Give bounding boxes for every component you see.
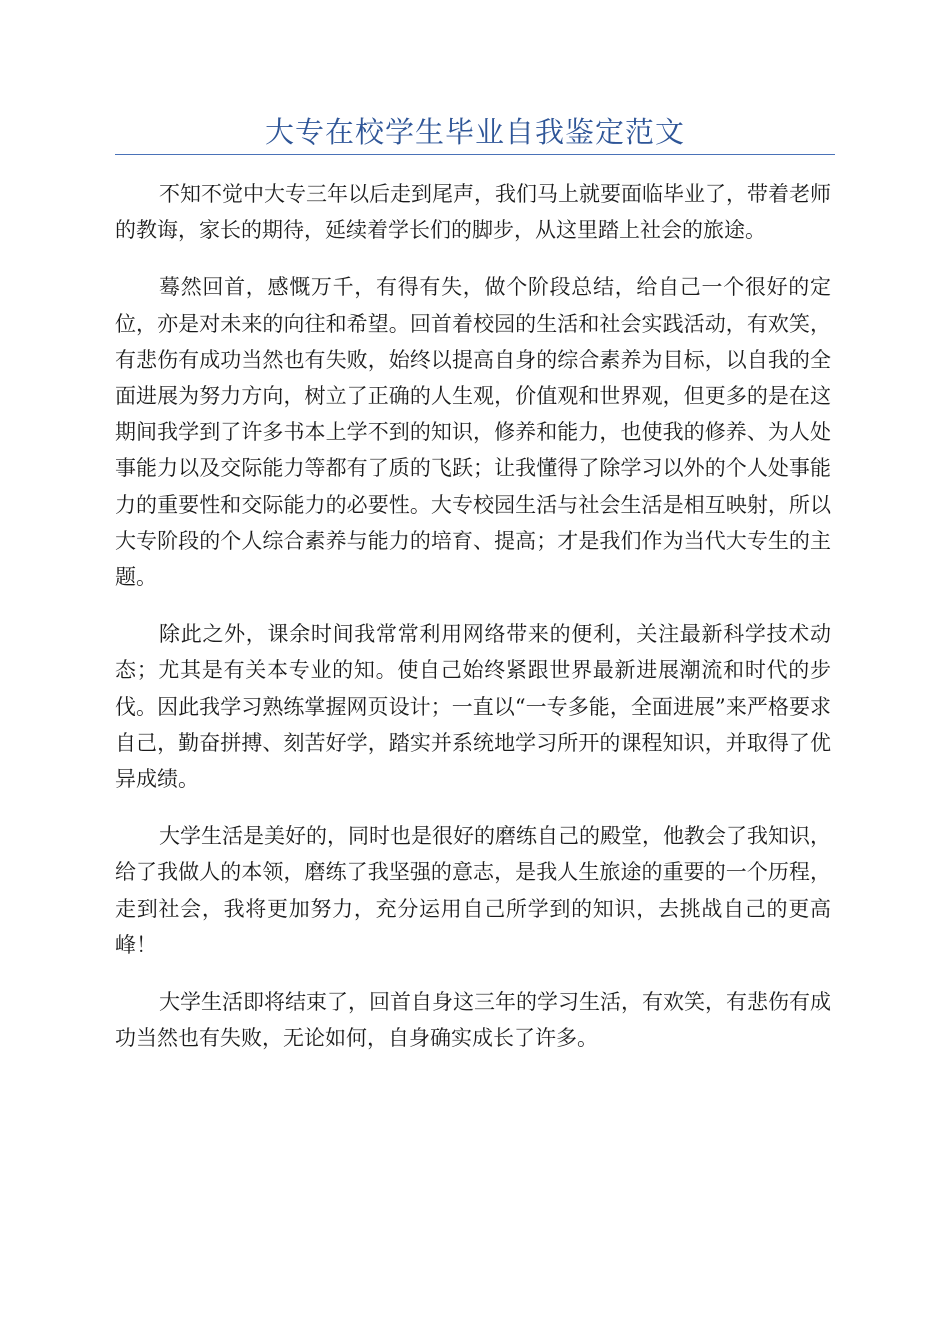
paragraph-4: 大学生活是美好的，同时也是很好的磨练自己的殿堂，他教会了我知识，给了我做人的本领，磨练了我坚强的意志，是我人生旅途的重要的一个历程，走到社会，我将更加努力，充分运用自己所学到的知识，去挑战自己的更高峰！ [115,824,831,957]
document-body [115,176,831,1077]
paragraph-5: 大学生活即将结束了，回首自身这三年的学习生活，有欢笑，有悲伤有成功当然也有失败，无论如何，自身确实成长了许多。 [115,990,831,1051]
paragraph-3: 除此之外，课余时间我常常利用网络带来的便利，关注最新科学技术动态；尤其是有关本专业的知。使自己始终紧跟世界最新进展潮流和时代的步伐。因此我学习熟练掌握网页设计；一直以“一专多能，全面进展”来严格要求自己，勤奋拼搏、刻苦好学，踏实并系统地学习所开的课程知识，并取得了优异成绩。 [115,622,831,792]
title-underline [115,154,835,155]
paragraph-2: 蓦然回首，感慨万千，有得有失，做个阶段总结，给自己一个很好的定位，亦是对未来的向往和希望。回首着校园的生活和社会实践活动，有欢笑，有悲伤有成功当然也有失败，始终以提高自身的综合素养为目标，以自我的全面进展为努力方向，树立了正确的人生观，价值观和世界观，但更多的是在这期间我学到了许多书本上学不到的知识，修养和能力，也使我的修养、为人处事能力以及交际能力等都有了质的飞跃；让我懂得了除学习以外的个人处事能力的重要性和交际能力的必要性。大专校园生活与社会生活是相互映射，所以大专阶段的个人综合素养与能力的培育、提高；才是我们作为当代大专生的主题。 [115,275,831,590]
paragraph-1: 不知不觉中大专三年以后走到尾声，我们马上就要面临毕业了，带着老师的教诲，家长的期待，延续着学长们的脚步，从这里踏上社会的旅途。 [115,182,831,243]
document-title: 大专在校学生毕业自我鉴定范文 [264,115,685,149]
